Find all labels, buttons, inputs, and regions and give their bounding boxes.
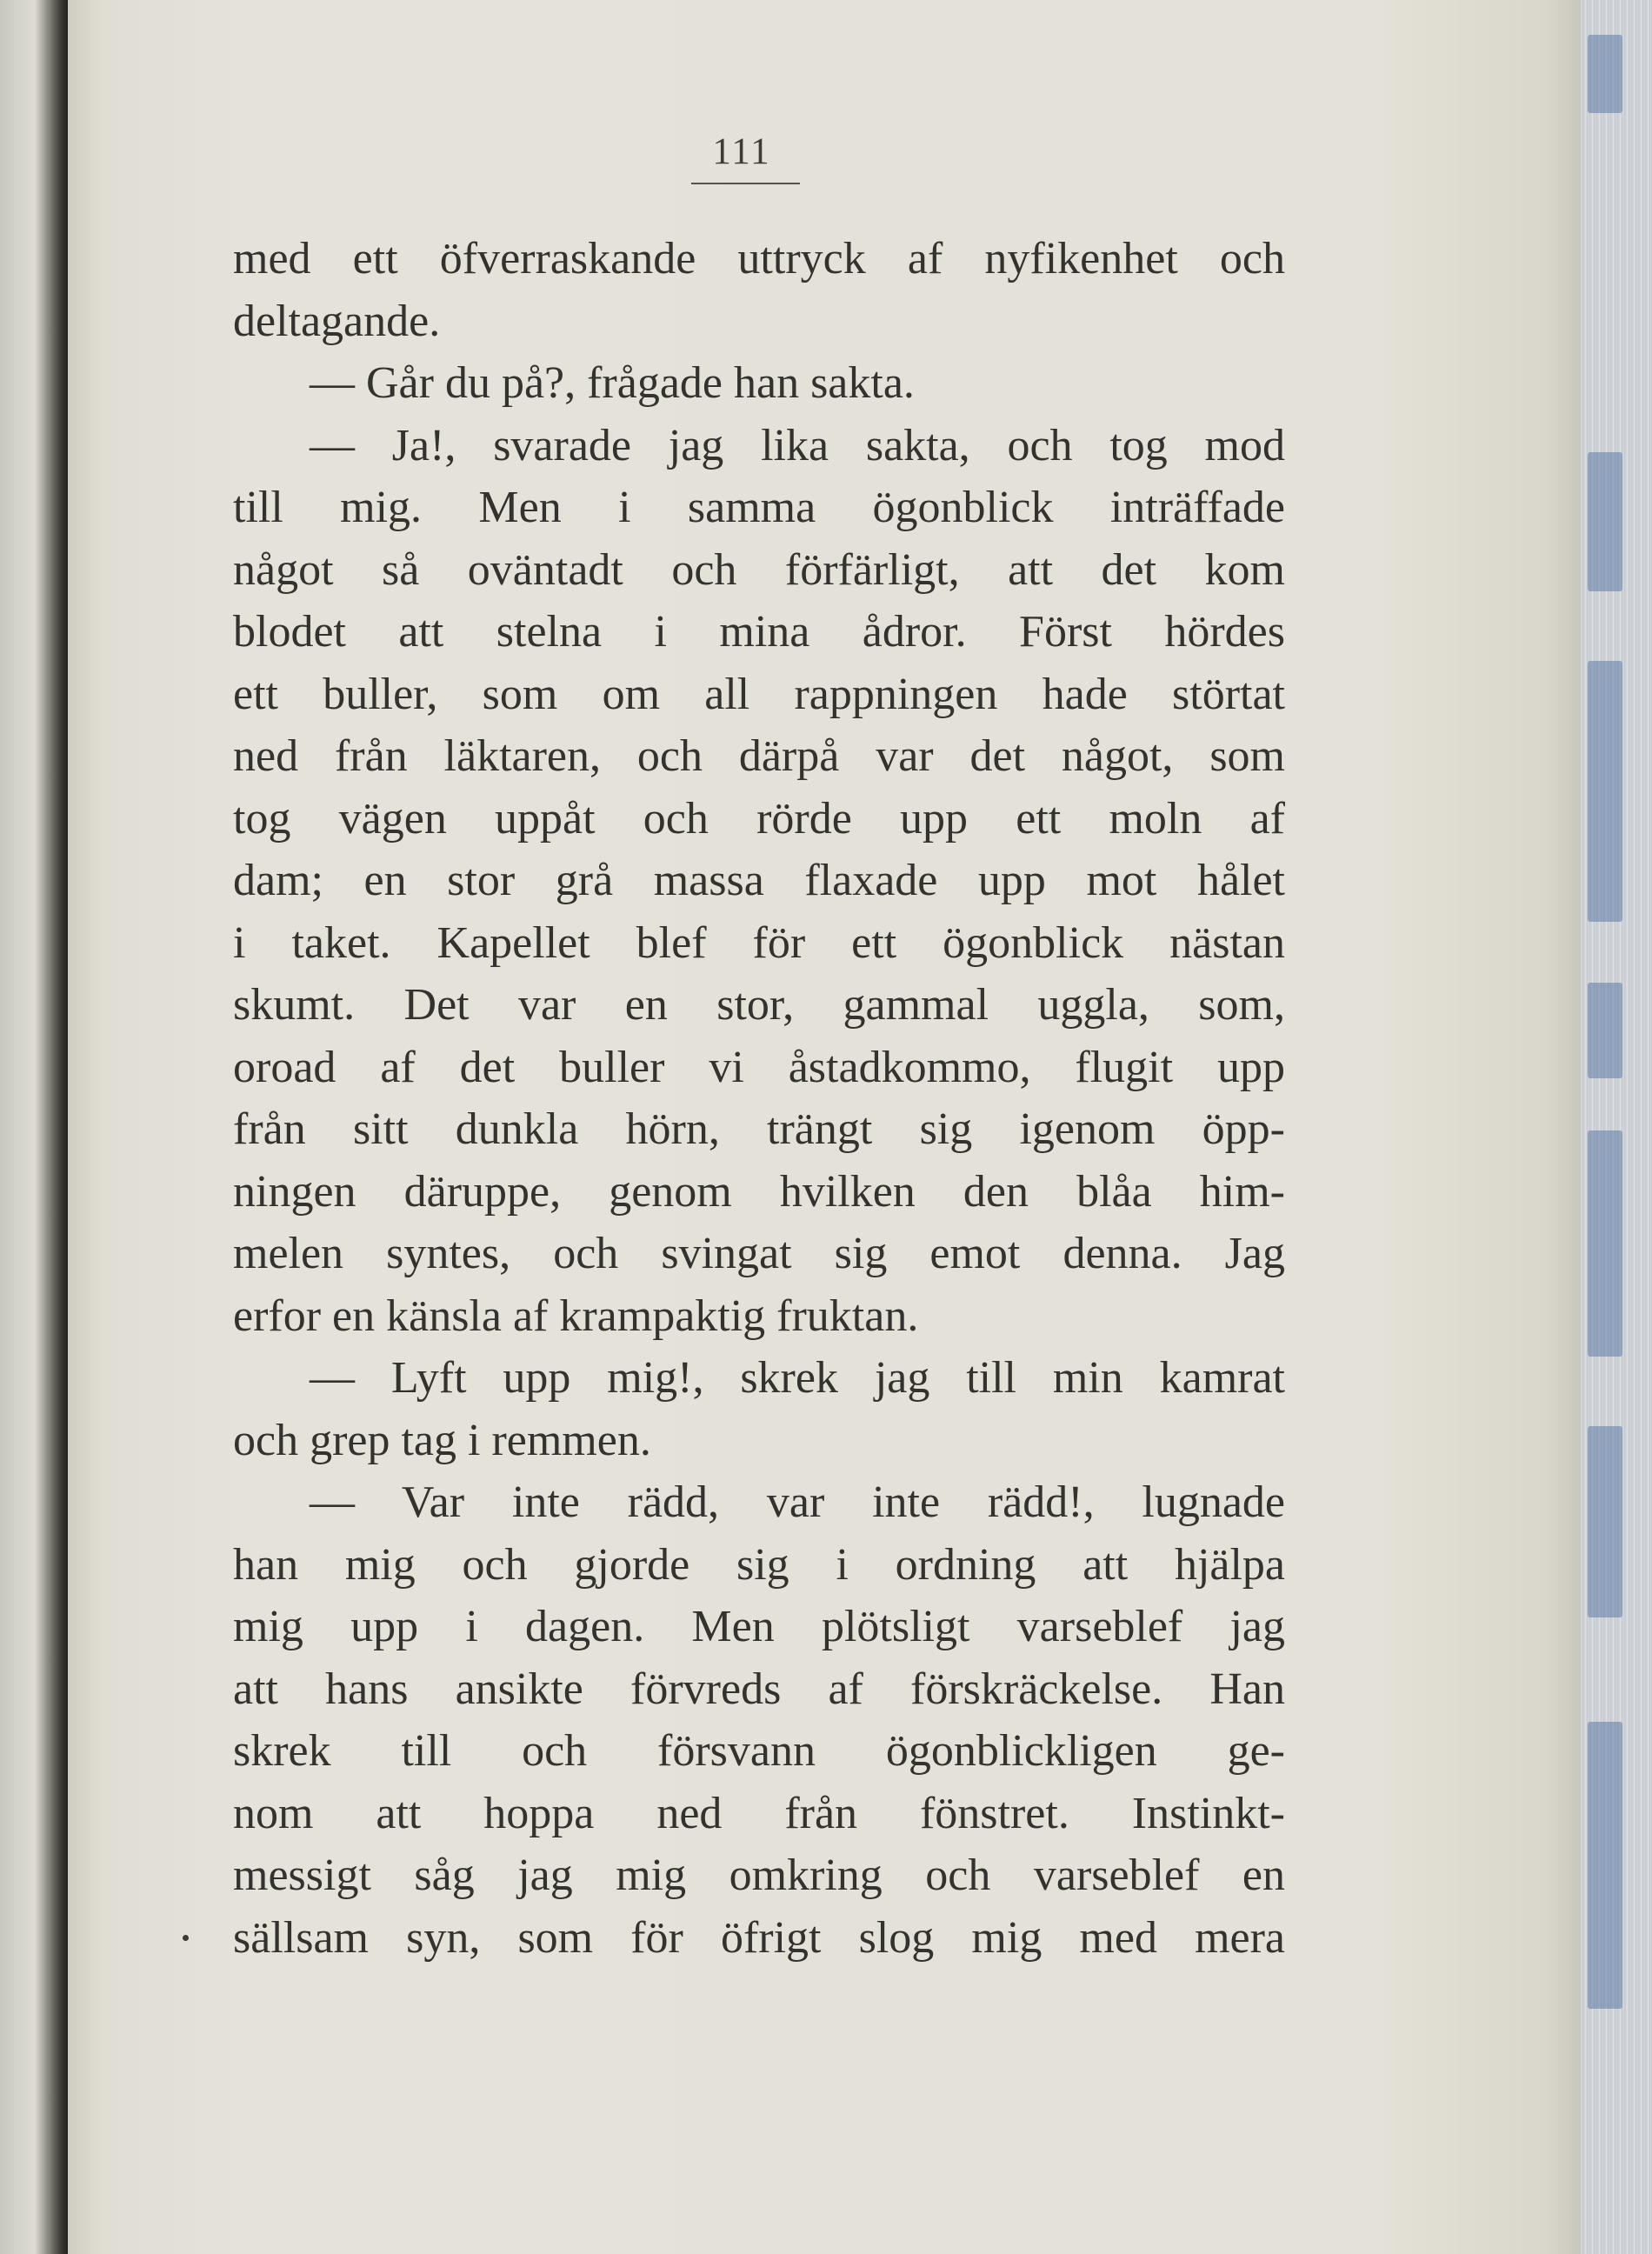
book-spine-shadow (0, 0, 70, 2254)
page-number-rule (691, 183, 800, 184)
text-line: — Lyft upp mig!, skrek jag till min kamrat (310, 1353, 1285, 1403)
text-line: melen syntes, och svingat sig emot denna. Jag (233, 1229, 1285, 1278)
text-line: ned från läktaren, och därpå var det något, som (233, 731, 1285, 781)
text-line: ningen däruppe, genom hvilken den blåa him- (233, 1166, 1285, 1217)
text-line: — Går du på?, frågade han sakta. (310, 358, 915, 408)
ink-speck (183, 1935, 189, 1941)
text-line: — Var inte rädd, var inte rädd!, lugnade (310, 1477, 1285, 1527)
text-line: med ett öfverraskande uttryck af nyfikenhet och (233, 234, 1285, 283)
text-line: skrek till och försvann ögonblickligen ge- (233, 1726, 1285, 1776)
text-line: blodet att stelna i mina ådror. Först hördes (233, 607, 1285, 657)
text-line: från sitt dunkla hörn, trängt sig igenom öpp- (233, 1104, 1285, 1154)
page-fore-edge (1581, 0, 1652, 2254)
text-line: sällsam syn, som för öfrigt slog mig med mera (233, 1912, 1285, 1963)
text-line: tog vägen uppåt och rörde upp ett moln af (233, 793, 1285, 844)
text-line: messigt såg jag mig omkring och varseblef en (233, 1851, 1285, 1900)
text-line: — Ja!, svarade jag lika sakta, och tog mod (310, 420, 1285, 470)
text-line: att hans ansikte förvreds af förskräckelse. Han (233, 1664, 1285, 1714)
text-line: ett buller, som om all rappningen hade störtat (233, 669, 1285, 719)
body-text (233, 228, 1285, 1969)
text-line: till mig. Men i samma ögonblick inträffade (233, 483, 1285, 532)
text-line: deltagande. (233, 296, 441, 346)
text-line: i taket. Kapellet blef för ett ögonblick nästan (233, 917, 1285, 968)
text-line: mig upp i dagen. Men plötsligt varseblef jag (233, 1602, 1285, 1651)
text-line: något så oväntadt och förfärligt, att det kom (233, 544, 1285, 595)
text-line: skumt. Det var en stor, gammal uggla, som, (233, 980, 1285, 1030)
text-line: han mig och gjorde sig i ordning att hjälpa (233, 1539, 1285, 1590)
text-line: oroad af det buller vi åstadkommo, flugit upp (233, 1042, 1285, 1092)
text-line: och grep tag i remmen. (233, 1415, 651, 1465)
text-line: nom att hoppa ned från fönstret. Instinkt- (233, 1788, 1285, 1838)
page-number: 111 (712, 131, 771, 172)
text-line: dam; en stor grå massa flaxade upp mot hålet (233, 856, 1285, 905)
text-line: erfor en känsla af krampaktig fruktan. (233, 1290, 919, 1341)
